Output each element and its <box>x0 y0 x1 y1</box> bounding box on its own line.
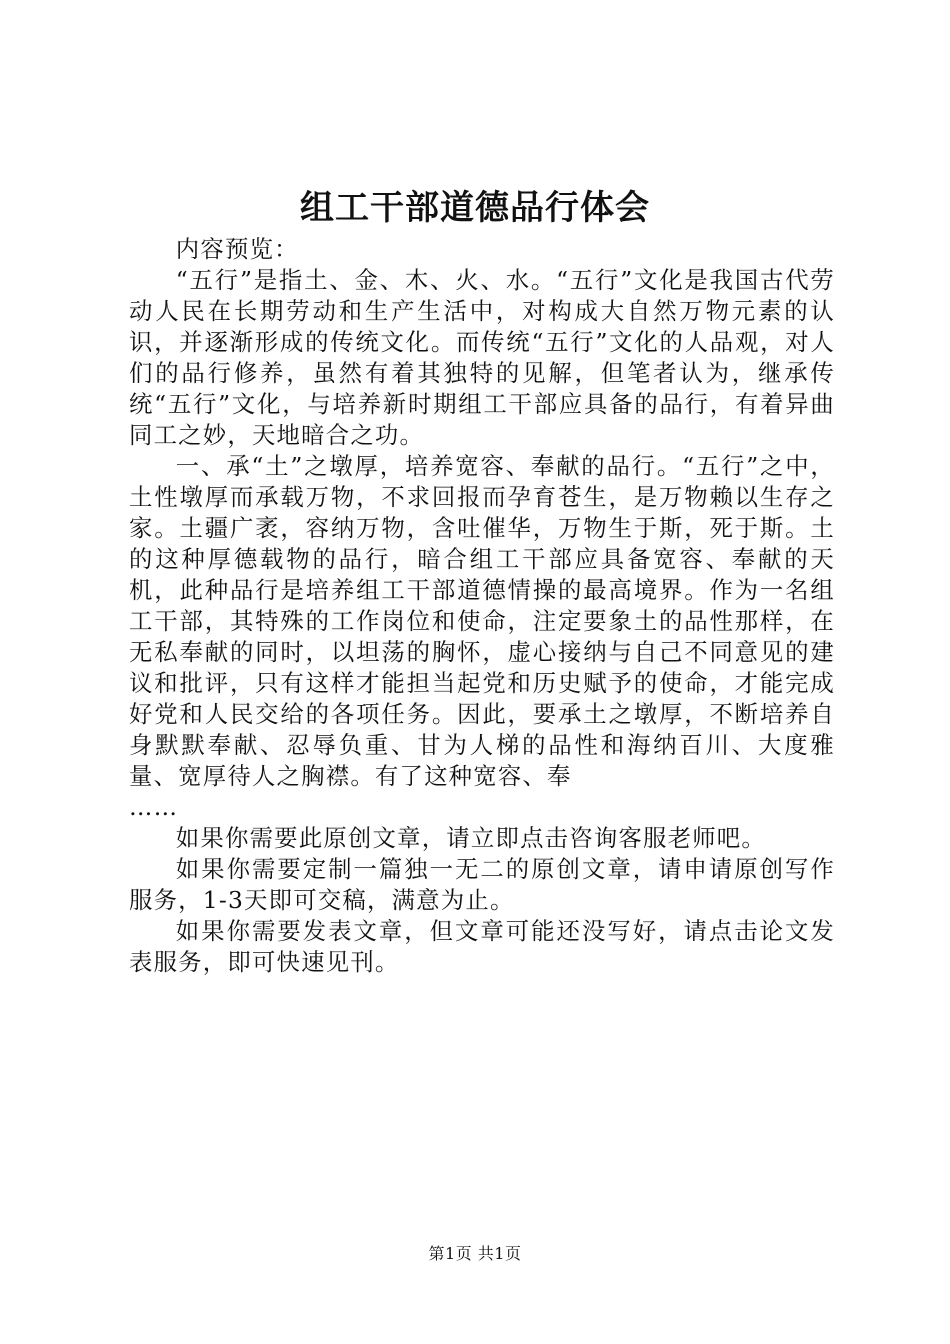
notice-custom-writing-link[interactable]: 如果你需要定制一篇独一无二的原创文章，请申请原创写作服务，1-3天即可交稿，满意为止。 <box>129 855 835 914</box>
section-one-paragraph: 一、承“土”之墩厚，培养宽容、奉献的品行。“五行”之中，土性墩厚而承载万物，不求回报而孕育苍生，是万物赖以生存之家。土疆广袤，容纳万物，含吐催华，万物生于斯，死于斯。土的这种厚德载物的品行，暗合组工干部应具备宽容、奉献的天机，此种品行是培养组工干部道德情操的最高境界。作为一名组工干部，其特殊的工作岗位和使命，注定要象土的品性那样，在无私奉献的同时，以坦荡的胸怀，虚心接纳与自己不同意见的建议和批评，只有这样才能担当起党和历史赋予的使命，才能完成好党和人民交给的各项任务。因此，要承土之墩厚，不断培养自身默默奉献、忍辱负重、甘为人梯的品性和海纳百川、大度雅量、宽厚待人之胸襟。有了这种宽容、奉 <box>129 452 835 790</box>
notice-publishing-link[interactable]: 如果你需要发表文章，但文章可能还没写好，请点击论文发表服务，即可快速见刊。 <box>129 917 835 976</box>
intro-paragraph: “五行”是指土、金、木、火、水。“五行”文化是我国古代劳动人民在长期劳动和生产生活中，对构成大自然万物元素的认识，并逐渐形成的传统文化。而传统“五行”文化的人品观，对人们的品行修养，虽然有着其独特的见解，但笔者认为，继承传统“五行”文化，与培养新时期组工干部应具备的品行，有着异曲同工之妙，天地暗合之功。 <box>129 266 835 449</box>
truncation-ellipsis: …… <box>129 793 179 821</box>
document-body <box>129 234 835 978</box>
preview-label: 内容预览： <box>175 235 299 263</box>
page-title: 组工干部道德品行体会 <box>300 188 650 228</box>
page-number-footer: 第1页 共1页 <box>428 1244 522 1263</box>
notice-consult-link[interactable]: 如果你需要此原创文章，请立即点击咨询客服老师吧。 <box>175 824 766 852</box>
